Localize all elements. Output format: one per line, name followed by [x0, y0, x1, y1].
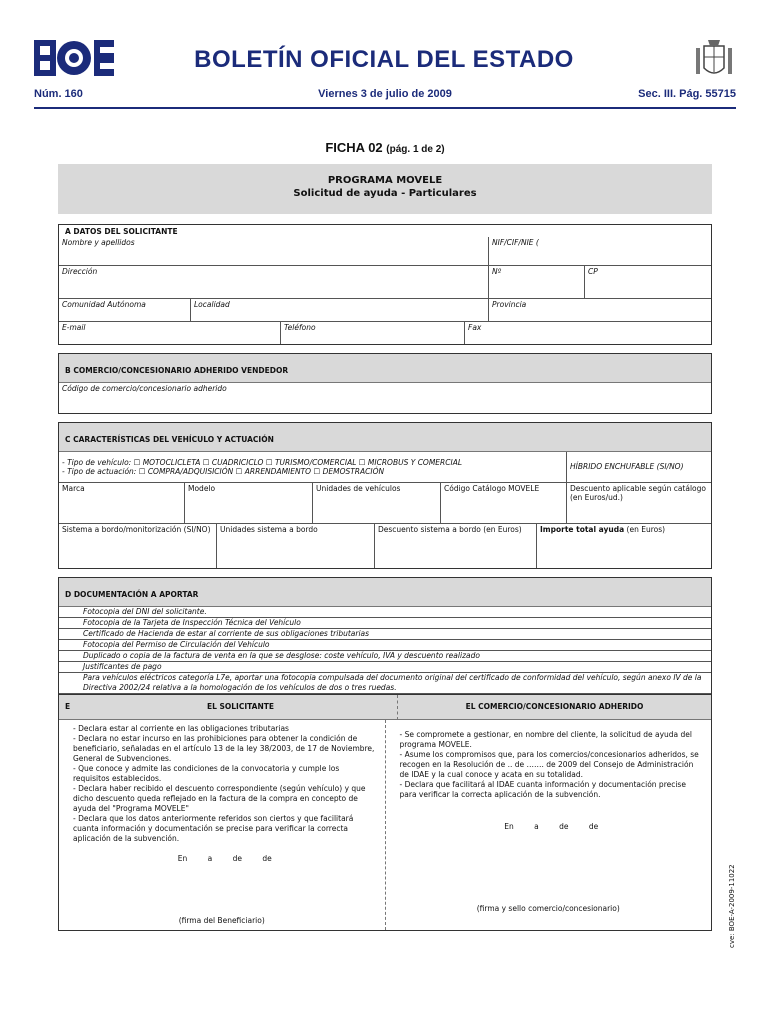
doc-item-dni: Fotocopia del DNI del solicitante.	[59, 607, 711, 618]
nombre-field[interactable]: Nombre y apellidos	[59, 237, 489, 265]
ficha-title	[0, 140, 770, 155]
row-tipo	[59, 452, 711, 483]
solicitante-item: - Declara haber recibido el descuento correspondiente (según vehículo) y que dicho descuento queda reflejado en la factura de la compra en concepto de ayuda del "Programa MOVELE"	[73, 784, 366, 813]
unidades-sistema-field[interactable]: Unidades sistema a bordo	[217, 524, 375, 568]
programa-subtitle: Solicitud de ayuda - Particulares	[293, 188, 477, 199]
row-sistema	[59, 524, 711, 568]
concesionario-header: EL COMERCIO/CONCESIONARIO ADHERIDO	[398, 695, 711, 720]
telefono-field[interactable]: Teléfono	[281, 322, 465, 344]
marca-field[interactable]: Marca	[59, 483, 185, 523]
section-d	[58, 577, 712, 695]
concesionario-item: - Se compromete a gestionar, en nombre del cliente, la solicitud de ayuda del programa MOVELE.	[399, 730, 692, 749]
row-nombre	[59, 237, 711, 266]
nif-field[interactable]: NIF/CIF/NIE (	[492, 238, 539, 247]
descuento-catalogo-field[interactable]: Descuento aplicable según catálogo (en Euros/ud.)	[570, 484, 706, 502]
solicitante-header: EL SOLICITANTE	[84, 695, 398, 720]
solicitante-item: - Declara estar al corriente en las obligaciones tributarias	[73, 724, 289, 733]
fax-field[interactable]: Fax	[468, 323, 482, 332]
doc-item-permiso: Fotocopia del Permiso de Circulación del Vehículo	[59, 640, 711, 651]
issue-date: Viernes 3 de julio de 2009	[318, 88, 452, 100]
firma-beneficiario[interactable]: (firma del Beneficiario)	[178, 916, 265, 925]
section-b	[58, 353, 712, 414]
provincia-field[interactable]: Provincia	[492, 300, 527, 309]
doc-item-factura: Duplicado o copia de la factura de venta en la que se desglose: coste vehículo, IVA y descuento realizado	[59, 651, 711, 662]
page-title: BOLETÍN OFICIAL DEL ESTADO	[194, 46, 574, 73]
coat-of-arms-icon	[694, 38, 734, 82]
descuento-sistema-field[interactable]: Descuento sistema a bordo (en Euros)	[375, 524, 537, 568]
importe-field[interactable]	[537, 524, 711, 568]
comunidad-field[interactable]: Comunidad Autónoma	[59, 299, 191, 321]
solicitante-item: - Declara no estar incurso en las prohibiciones para obtener la condición de beneficiario, señaladas en el artículo 13 de la ley 38/2003, de 17 de Noviembre, General de Subvenciones.	[73, 734, 375, 763]
ficha-number: FICHA 02	[325, 140, 383, 155]
cve-code: cve: BOE-A-2009-11022	[728, 864, 736, 948]
email-field[interactable]: E-mail	[59, 322, 281, 344]
issue-number: Núm. 160	[34, 88, 83, 100]
programa-name: PROGRAMA MOVELE	[327, 175, 443, 186]
tipo-actuacion-options[interactable]: - Tipo de actuación: ☐ COMPRA/ADQUISICIÓN ☐ ARRENDAMIENTO ☐ DEMOSTRACIÓN	[62, 467, 385, 476]
cp-field[interactable]: CP	[588, 267, 598, 276]
doc-item-hacienda: Certificado de Hacienda de estar al corriente de sus obligaciones tributarias	[59, 629, 711, 640]
section-page: Sec. III. Pág. 55715	[638, 88, 736, 100]
row-codigo	[59, 383, 711, 413]
section-a-header: A DATOS DEL SOLICITANTE	[59, 225, 711, 237]
section-c-header: C CARACTERÍSTICAS DEL VEHÍCULO Y ACTUACIÓN	[59, 423, 711, 452]
direccion-field[interactable]: Dirección	[59, 266, 489, 298]
doc-item-itv: Fotocopia de la Tarjeta de Inspección Técnica del Vehículo	[59, 618, 711, 629]
modelo-field[interactable]: Modelo	[185, 483, 313, 523]
solicitante-item: - Declara que los datos anteriormente referidos son ciertos y que facilitará cuanta información y documentación se precise para verificar la correcta aplicación de la subvención.	[73, 814, 354, 843]
solicitante-item: - Que conoce y admite las condiciones de la convocatoria y cumple los requisitos establecidos.	[73, 764, 340, 783]
programa-banner	[58, 164, 712, 214]
section-e-body	[59, 720, 711, 930]
hibrido-field[interactable]: HÍBRIDO ENCHUFABLE (SI/NO)	[570, 462, 684, 471]
section-e-letter: E	[59, 695, 85, 720]
localidad-field[interactable]: Localidad	[191, 299, 489, 321]
ficha-page: (pág. 1 de 2)	[386, 144, 445, 155]
doc-item-l7e: Para vehículos eléctricos categoría L7e, aportar una fotocopia compulsada del documento original del certificado de conformidad del vehículo, según anexo IV de la Directiva 2002/24 relativa a la homologación de los vehículos de dos o tres ruedas.	[59, 673, 711, 694]
row-marca	[59, 483, 711, 524]
boe-logo	[34, 40, 114, 76]
solicitante-declarations	[59, 720, 386, 930]
section-a	[58, 224, 712, 345]
concesionario-place-date[interactable]: En a de de	[504, 822, 599, 831]
section-e	[58, 695, 712, 931]
section-d-header: D DOCUMENTACIÓN A APORTAR	[59, 578, 711, 607]
firma-concesionario[interactable]: (firma y sello comercio/concesionario)	[476, 904, 620, 913]
tipo-vehiculo-options[interactable]: - Tipo de vehículo: ☐ MOTOCLICLETA ☐ CUADRICICLO ☐ TURISMO/COMERCIAL ☐ MICROBUS Y COMERCIAL	[62, 458, 463, 467]
row-comunidad	[59, 299, 711, 322]
codigo-comercio-field[interactable]: Código de comercio/concesionario adherido	[62, 384, 227, 393]
sistema-field[interactable]: Sistema a bordo/monitorización (SI/NO)	[59, 524, 217, 568]
importe-label: Importe total ayuda	[540, 525, 625, 534]
concesionario-item: - Declara que facilitará al IDAE cuanta información y documentación precise para verificar la correcta aplicación de la subvención.	[399, 780, 686, 799]
form	[58, 224, 712, 931]
row-direccion	[59, 266, 711, 299]
concesionario-item: - Asume los compromisos que, para los comercios/concesionarios adheridos, se recogen en la Resolución de .. de ……. de 2009 del Consejo de Administración de IDAE y la cual conoce y acata en su totalidad.	[399, 750, 699, 779]
section-b-header: B COMERCIO/CONCESIONARIO ADHERIDO VENDEDOR	[59, 354, 711, 383]
importe-units: (en Euros)	[624, 525, 666, 534]
section-c	[58, 422, 712, 569]
numero-field[interactable]: Nº	[489, 266, 585, 298]
row-email	[59, 322, 711, 344]
unidades-field[interactable]: Unidades de vehículos	[313, 483, 441, 523]
doc-item-pago: Justificantes de pago	[59, 662, 711, 673]
tipo-cell	[59, 452, 567, 482]
codigo-catalogo-field[interactable]: Código Catálogo MOVELE	[441, 483, 567, 523]
concesionario-declarations	[386, 720, 712, 930]
solicitante-place-date[interactable]: En a de de	[177, 854, 272, 863]
header-divider	[34, 107, 736, 109]
section-e-headers	[59, 695, 711, 720]
